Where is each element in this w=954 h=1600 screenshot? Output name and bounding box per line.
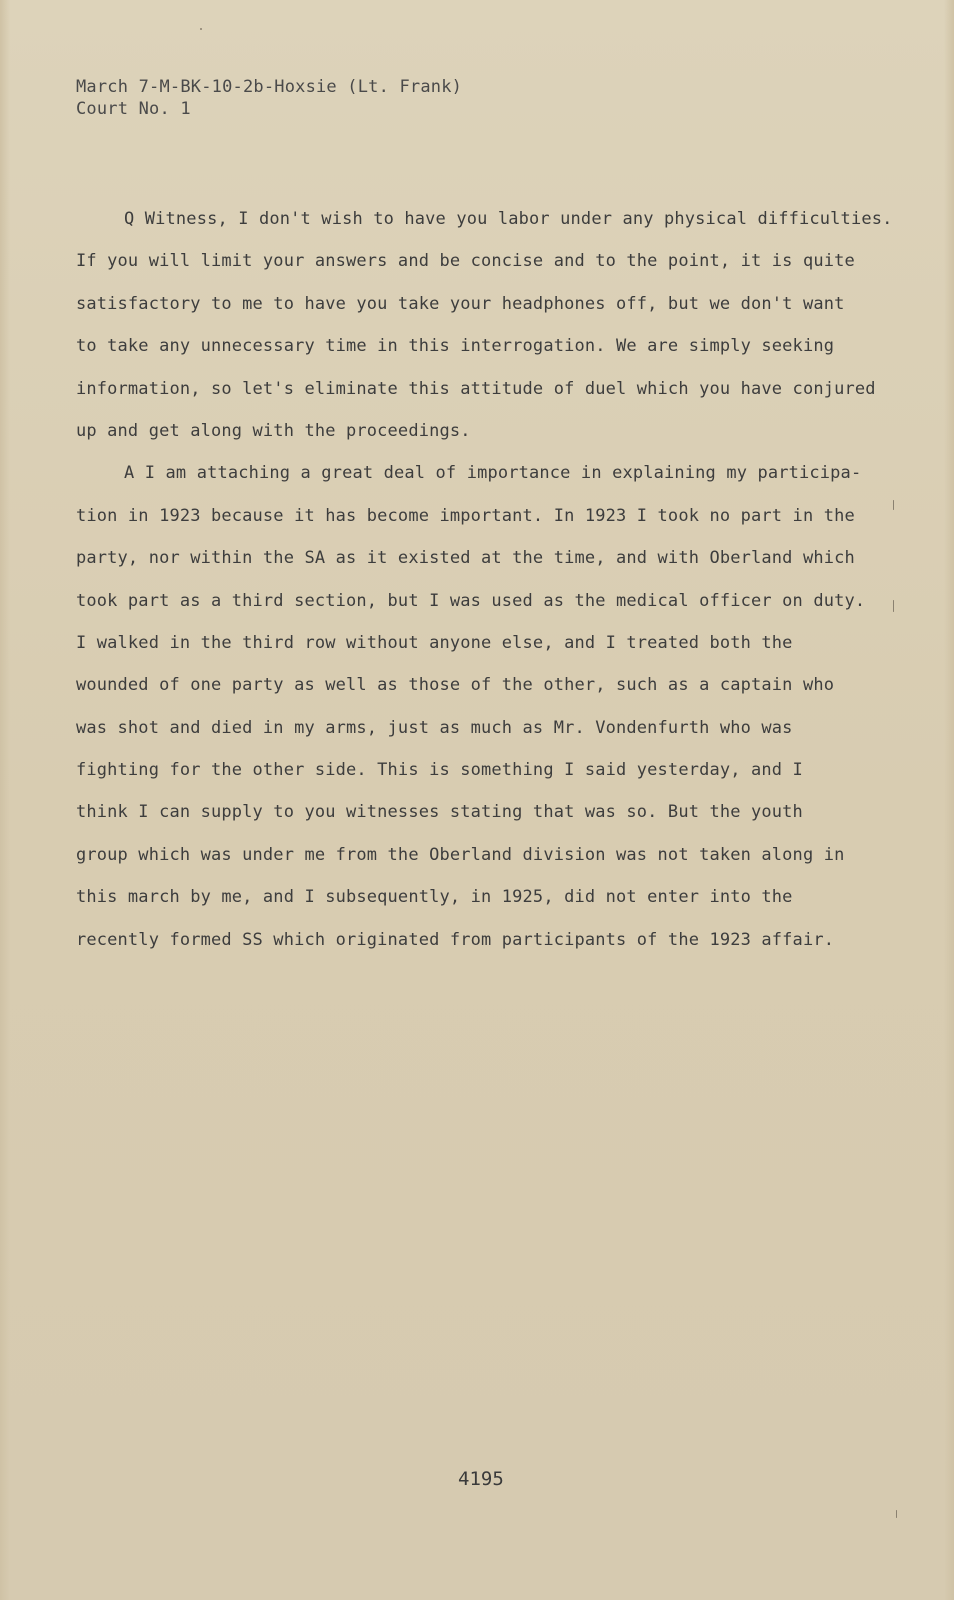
transcript-line: fighting for the other side. This is something I said yesterday, and I — [76, 760, 803, 781]
transcript-line: tion in 1923 because it has become important. In 1923 I took no part in the — [76, 505, 855, 526]
page-number: 4195 — [458, 1468, 504, 1490]
transcript-line: Q Witness, I don't wish to have you labor under any physical difficulties. — [124, 209, 893, 229]
transcript-line: recently formed SS which originated from participants of the 1923 affair. — [76, 929, 835, 950]
transcript-line: A I am attaching a great deal of importance in explaining my participa- — [124, 463, 862, 484]
header-line-case: March 7-M-BK-10-2b-Hoxsie (Lt. Frank) — [76, 77, 463, 97]
transcript-line: party, nor within the SA as it existed at the time, and with Oberland which — [76, 548, 855, 569]
transcript-body — [76, 198, 906, 961]
paper-speck — [893, 500, 894, 510]
paper-speck — [896, 1510, 897, 1518]
paper-speck — [200, 28, 202, 30]
transcript-line: group which was under me from the Oberland division was not taken along in — [76, 844, 845, 865]
transcript-line: satisfactory to me to have you take your headphones off, but we don't want — [76, 293, 845, 314]
page-edge-right — [944, 0, 954, 1600]
transcript-line: up and get along with the proceedings. — [76, 420, 471, 441]
transcript-line: information, so let's eliminate this attitude of duel which you have conjured — [76, 378, 876, 399]
transcript-line: this march by me, and I subsequently, in 1925, did not enter into the — [76, 887, 793, 908]
transcript-line: was shot and died in my arms, just as much as Mr. Vondenfurth who was — [76, 717, 793, 738]
document-header — [76, 76, 462, 120]
transcript-line: wounded of one party as well as those of the other, such as a captain who — [76, 675, 835, 696]
transcript-line: think I can supply to you witnesses stating that was so. But the youth — [76, 802, 803, 823]
transcript-line: If you will limit your answers and be concise and to the point, it is quite — [76, 251, 855, 272]
paper-speck — [893, 600, 894, 612]
transcript-line: to take any unnecessary time in this interrogation. We are simply seeking — [76, 336, 835, 357]
page-edge-left — [0, 0, 10, 1600]
header-line-court: Court No. 1 — [76, 99, 191, 119]
transcript-line: took part as a third section, but I was used as the medical officer on duty. — [76, 590, 866, 611]
transcript-line: I walked in the third row without anyone else, and I treated both the — [76, 632, 793, 653]
